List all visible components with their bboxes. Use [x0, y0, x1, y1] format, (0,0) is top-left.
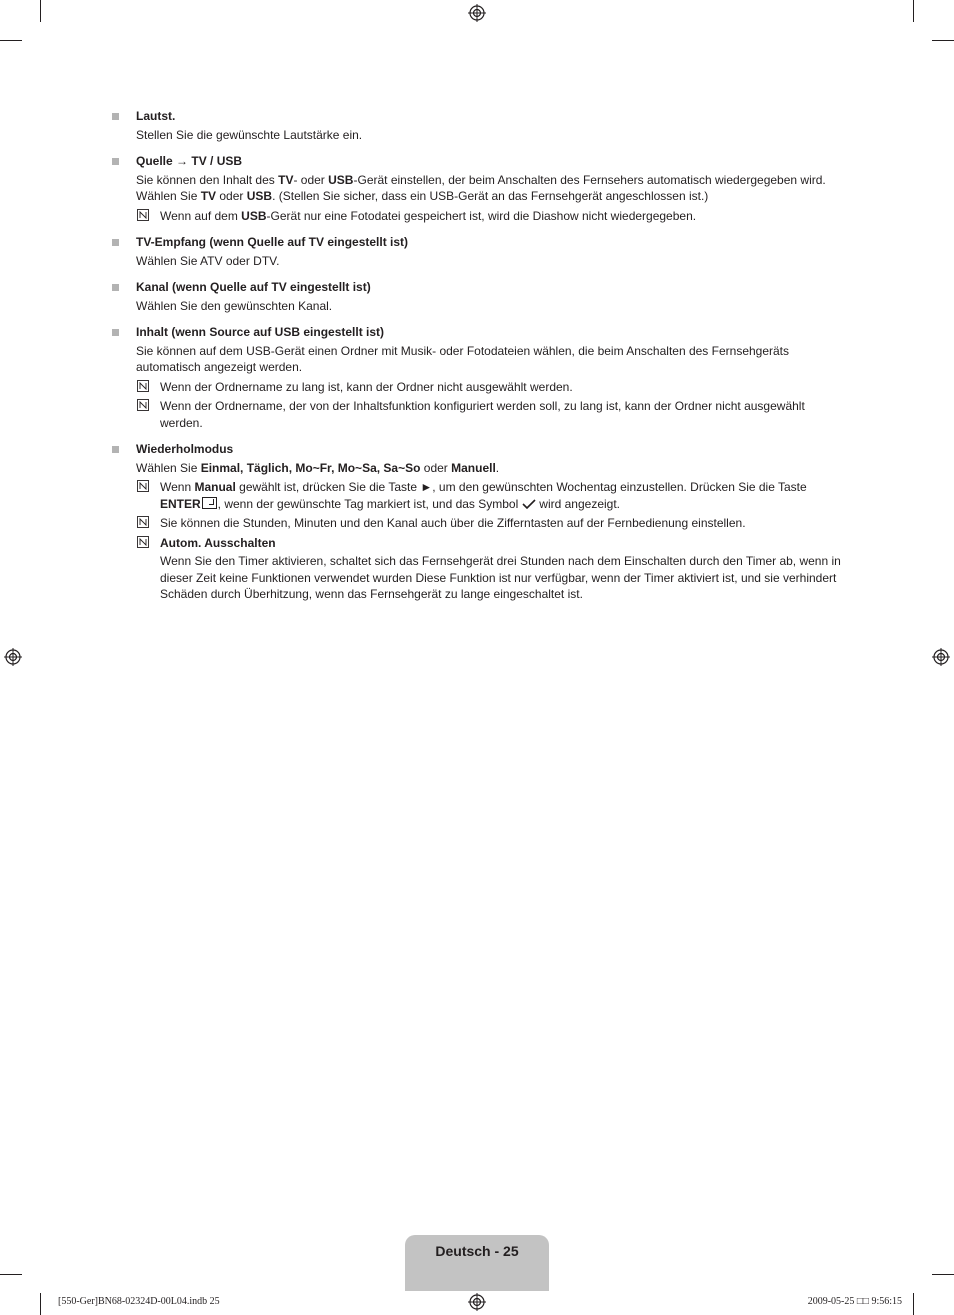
page-number: Deutsch - 25 — [435, 1243, 519, 1259]
section-title: TV-Empfang (wenn Quelle auf TV eingestellt ist) — [136, 235, 409, 249]
section-text: Sie können den Inhalt des TV- oder USB-Gerät einstellen, der beim Anschalten des Fernsehers automatisch wiedergegeben wird. Wählen Sie TV oder USB. (Stellen Sie sicher, dass ein USB-Gerät an das Fernsehgerät angeschlossen ist.) — [136, 172, 826, 203]
note-icon — [137, 380, 149, 392]
registration-mark-icon — [932, 648, 950, 666]
note: Wenn Manual gewählt ist, drücken Sie die Taste ►, um den gewünschten Wochentag einzustellen. Drücken Sie die Taste ENTER , wenn der gewünschte Tag markiert ist, und das Symbol wird angezeigt. — [136, 479, 842, 512]
crop-mark — [932, 1274, 954, 1275]
section-lautst — [112, 108, 842, 143]
section-text: Wählen Sie Einmal, Täglich, Mo~Fr, Mo~Sa, Sa~So oder Manuell. — [136, 460, 500, 475]
note — [136, 535, 842, 603]
section-kanal — [112, 279, 842, 314]
note: Sie können die Stunden, Minuten und den Kanal auch über die Zifferntasten auf der Fernbedienung einstellen. — [136, 515, 842, 532]
section-wiederholmodus — [112, 441, 842, 603]
note-icon — [137, 516, 149, 528]
print-slug-left: [550-Ger]BN68-02324D-00L04.indb 25 — [58, 1296, 220, 1307]
note: Wenn der Ordnername, der von der Inhaltsfunktion konfiguriert werden soll, zu lang ist, kann der Ordner nicht ausgewählt werden. — [136, 398, 842, 431]
section-quelle — [112, 153, 842, 224]
section-title: Lautst. — [136, 109, 176, 123]
section-inhalt — [112, 324, 842, 431]
crop-mark — [40, 1293, 41, 1315]
registration-mark-icon — [468, 4, 486, 22]
square-bullet-icon — [112, 158, 119, 165]
square-bullet-icon — [112, 446, 119, 453]
crop-mark — [0, 40, 22, 41]
arrow-icon: → — [176, 154, 189, 168]
square-bullet-icon — [112, 284, 119, 291]
section-text: Wählen Sie den gewünschten Kanal. — [136, 298, 333, 313]
note-icon — [137, 399, 149, 411]
manual-content — [112, 108, 842, 613]
registration-mark-icon — [4, 648, 22, 666]
check-icon — [522, 499, 536, 509]
section-text: Sie können auf dem USB-Gerät einen Ordner mit Musik- oder Fotodateien wählen, die beim Anschalten des Fernsehgeräts automatisch angezeigt werden. — [136, 343, 790, 374]
section-title: Quelle → TV / USB — [136, 154, 243, 168]
square-bullet-icon — [112, 329, 119, 336]
square-bullet-icon — [112, 113, 119, 120]
square-bullet-icon — [112, 239, 119, 246]
note-text: Wenn Sie den Timer aktivieren, schaltet sich das Fernsehgerät drei Stunden nach dem Einschalten durch den Timer ab, wenn in dieser Zeit keine Funktionen verwendet wurden Diese Funktion ist nur verfügbar, wenn der Timer aktiviert ist, und sie verhindert Schäden durch Überhitzung, wenn das Fernsehgerät zu lange eingeschaltet ist. — [160, 554, 841, 601]
print-slug-right: 2009-05-25 □□ 9:56:15 — [807, 1296, 902, 1307]
registration-mark-icon — [468, 1293, 486, 1311]
note-icon — [137, 480, 149, 492]
note-icon — [137, 536, 149, 548]
crop-mark — [0, 1274, 22, 1275]
note: Wenn auf dem USB-Gerät nur eine Fotodatei gespeichert ist, wird die Diashow nicht wiedergegeben. — [136, 208, 842, 225]
crop-mark — [40, 0, 41, 22]
note: Wenn der Ordnername zu lang ist, kann der Ordner nicht ausgewählt werden. — [136, 379, 842, 396]
enter-icon — [202, 497, 217, 509]
crop-mark — [913, 1293, 914, 1315]
section-title: Wiederholmodus — [136, 442, 234, 456]
section-title: Kanal (wenn Quelle auf TV eingestellt ist) — [136, 280, 371, 294]
section-title: Inhalt (wenn Source auf USB eingestellt ist) — [136, 325, 385, 339]
crop-mark — [932, 40, 954, 41]
section-tv-empfang — [112, 234, 842, 269]
section-text: Stellen Sie die gewünschte Lautstärke ein. — [136, 127, 363, 142]
page-number-tab — [405, 1235, 549, 1291]
note-title: Autom. Ausschalten — [160, 535, 276, 550]
note-icon — [137, 209, 149, 221]
section-text: Wählen Sie ATV oder DTV. — [136, 253, 280, 268]
crop-mark — [913, 0, 914, 22]
